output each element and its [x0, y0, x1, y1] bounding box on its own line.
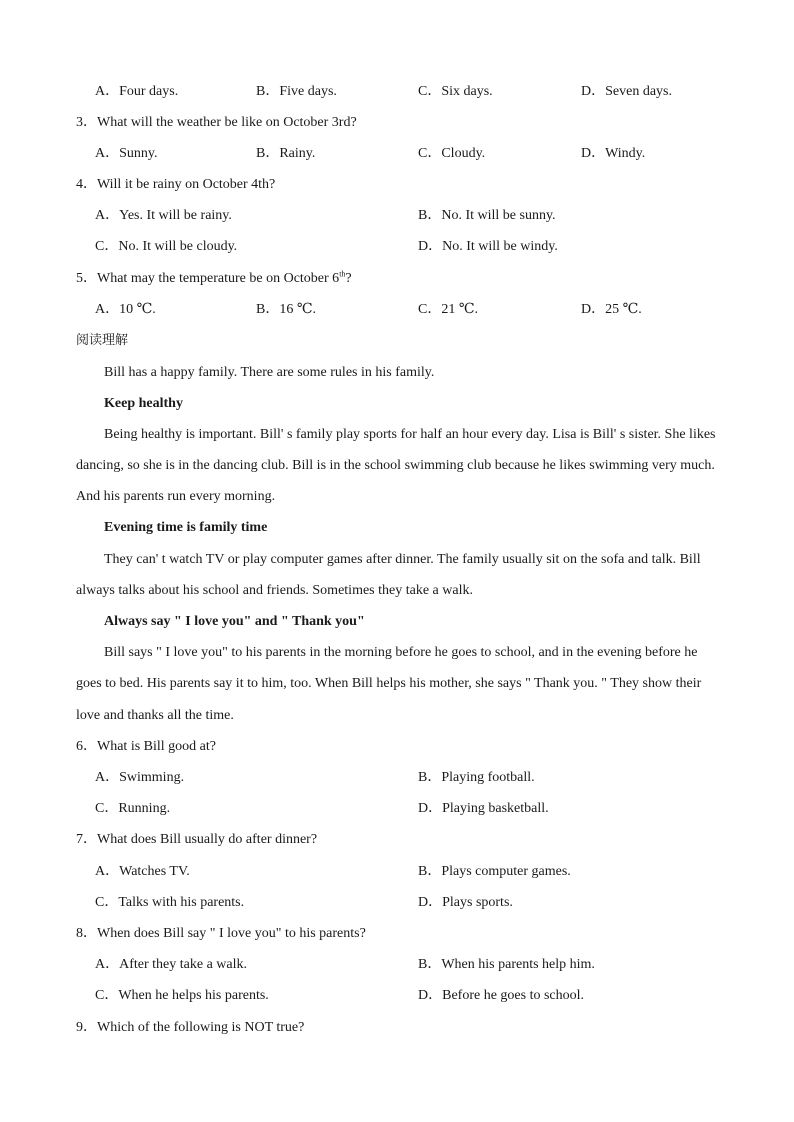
paragraph-text: Bill says " I love you" to his parents in the morning before he goes to school, and in the evening before he [104, 645, 698, 660]
option-c: C．Talks with his parents. [95, 895, 245, 910]
question-text: 3．What will the weather be like on October 3rd? [76, 115, 357, 130]
option-c: C．Cloudy. [418, 146, 486, 161]
passage-p3-line2 [0, 673, 794, 695]
passage-intro [0, 362, 794, 384]
q2-options-row [0, 81, 794, 103]
heading-text: Keep healthy [104, 396, 183, 411]
q3-question [0, 112, 794, 134]
q8-question [0, 923, 794, 945]
option-a: A．Watches TV. [95, 864, 190, 879]
paragraph-text: always talks about his school and friends. Sometimes they take a walk. [76, 583, 473, 598]
option-c: C．Running. [95, 801, 171, 816]
option-d: D．Before he goes to school. [418, 988, 585, 1003]
option-a: A．Four days. [95, 84, 179, 99]
paragraph-text: And his parents run every morning. [76, 489, 276, 504]
option-b: B．16 ℃. [256, 302, 316, 317]
passage-p2-line1 [0, 549, 794, 571]
option-a: A．Yes. It will be rainy. [95, 208, 232, 223]
paragraph-text: Bill has a happy family. There are some rules in his family. [104, 365, 435, 380]
ordinal-suffix: th [339, 269, 346, 279]
option-c: C．When he helps his parents. [95, 988, 269, 1003]
passage-p1-line2 [0, 455, 794, 477]
q6-question [0, 736, 794, 758]
question-text: 8．When does Bill say " I love you" to his parents? [76, 926, 366, 941]
question-text: 6．What is Bill good at? [76, 739, 216, 754]
paragraph-text: Being healthy is important. Bill' s family play sports for half an hour every day. Lisa is Bill' s sister. She likes [104, 427, 716, 442]
q9-question [0, 1017, 794, 1039]
section-label [0, 330, 794, 352]
heading-text: Evening time is family time [104, 520, 268, 535]
q8-options-row-1 [0, 954, 794, 976]
q6-options-row-2 [0, 798, 794, 820]
q7-options-row-2 [0, 892, 794, 914]
option-d: D．Playing basketball. [418, 801, 549, 816]
option-b: B．Plays computer games. [418, 864, 571, 879]
option-b: B．Playing football. [418, 770, 535, 785]
option-d: D．Windy. [581, 146, 646, 161]
paragraph-text: dancing, so she is in the dancing club. Bill is in the school swimming club because he likes swimming very much. [76, 458, 715, 473]
option-d: D．Plays sports. [418, 895, 513, 910]
option-d: D．No. It will be windy. [418, 239, 558, 254]
q4-question [0, 174, 794, 196]
question-text: 7．What does Bill usually do after dinner? [76, 832, 318, 847]
q3-options-row [0, 143, 794, 165]
option-b: B．Rainy. [256, 146, 316, 161]
q4-options-row-1 [0, 205, 794, 227]
option-c: C．Six days. [418, 84, 493, 99]
passage-p3-line3 [0, 705, 794, 727]
option-b: B．No. It will be sunny. [418, 208, 556, 223]
option-b: B．Five days. [256, 84, 337, 99]
passage-p3-line1 [0, 642, 794, 664]
passage-p1-line1 [0, 424, 794, 446]
option-c: C．No. It will be cloudy. [95, 239, 238, 254]
paragraph-text: goes to bed. His parents say it to him, too. When Bill helps his mother, she says " Thank you. " They show their [76, 676, 702, 691]
paragraph-text: love and thanks all the time. [76, 708, 234, 723]
q5-options-row [0, 299, 794, 321]
paragraph-text: They can' t watch TV or play computer games after dinner. The family usually sit on the sofa and talk. Bill [104, 552, 701, 567]
passage-heading-2 [0, 517, 794, 539]
passage-heading-1 [0, 393, 794, 415]
option-c: C．21 ℃. [418, 302, 478, 317]
option-a: A．Sunny. [95, 146, 158, 161]
section-title: 阅读理解 [76, 333, 129, 348]
q7-options-row-1 [0, 861, 794, 883]
q6-options-row-1 [0, 767, 794, 789]
heading-text: Always say " I love you" and " Thank you" [104, 614, 365, 629]
passage-heading-3 [0, 611, 794, 633]
q5-question [0, 268, 794, 290]
question-text: 5．What may the temperature be on October 6th? [76, 269, 352, 286]
q4-options-row-2 [0, 236, 794, 258]
question-text: 4．Will it be rainy on October 4th? [76, 177, 276, 192]
option-d: D．Seven days. [581, 84, 672, 99]
q7-question [0, 829, 794, 851]
passage-p1-line3 [0, 486, 794, 508]
option-a: A．10 ℃. [95, 302, 156, 317]
option-d: D．25 ℃. [581, 302, 642, 317]
option-a: A．Swimming. [95, 770, 185, 785]
option-a: A．After they take a walk. [95, 957, 247, 972]
option-b: B．When his parents help him. [418, 957, 595, 972]
q8-options-row-2 [0, 985, 794, 1007]
passage-p2-line2 [0, 580, 794, 602]
question-text: 9．Which of the following is NOT true? [76, 1020, 305, 1035]
